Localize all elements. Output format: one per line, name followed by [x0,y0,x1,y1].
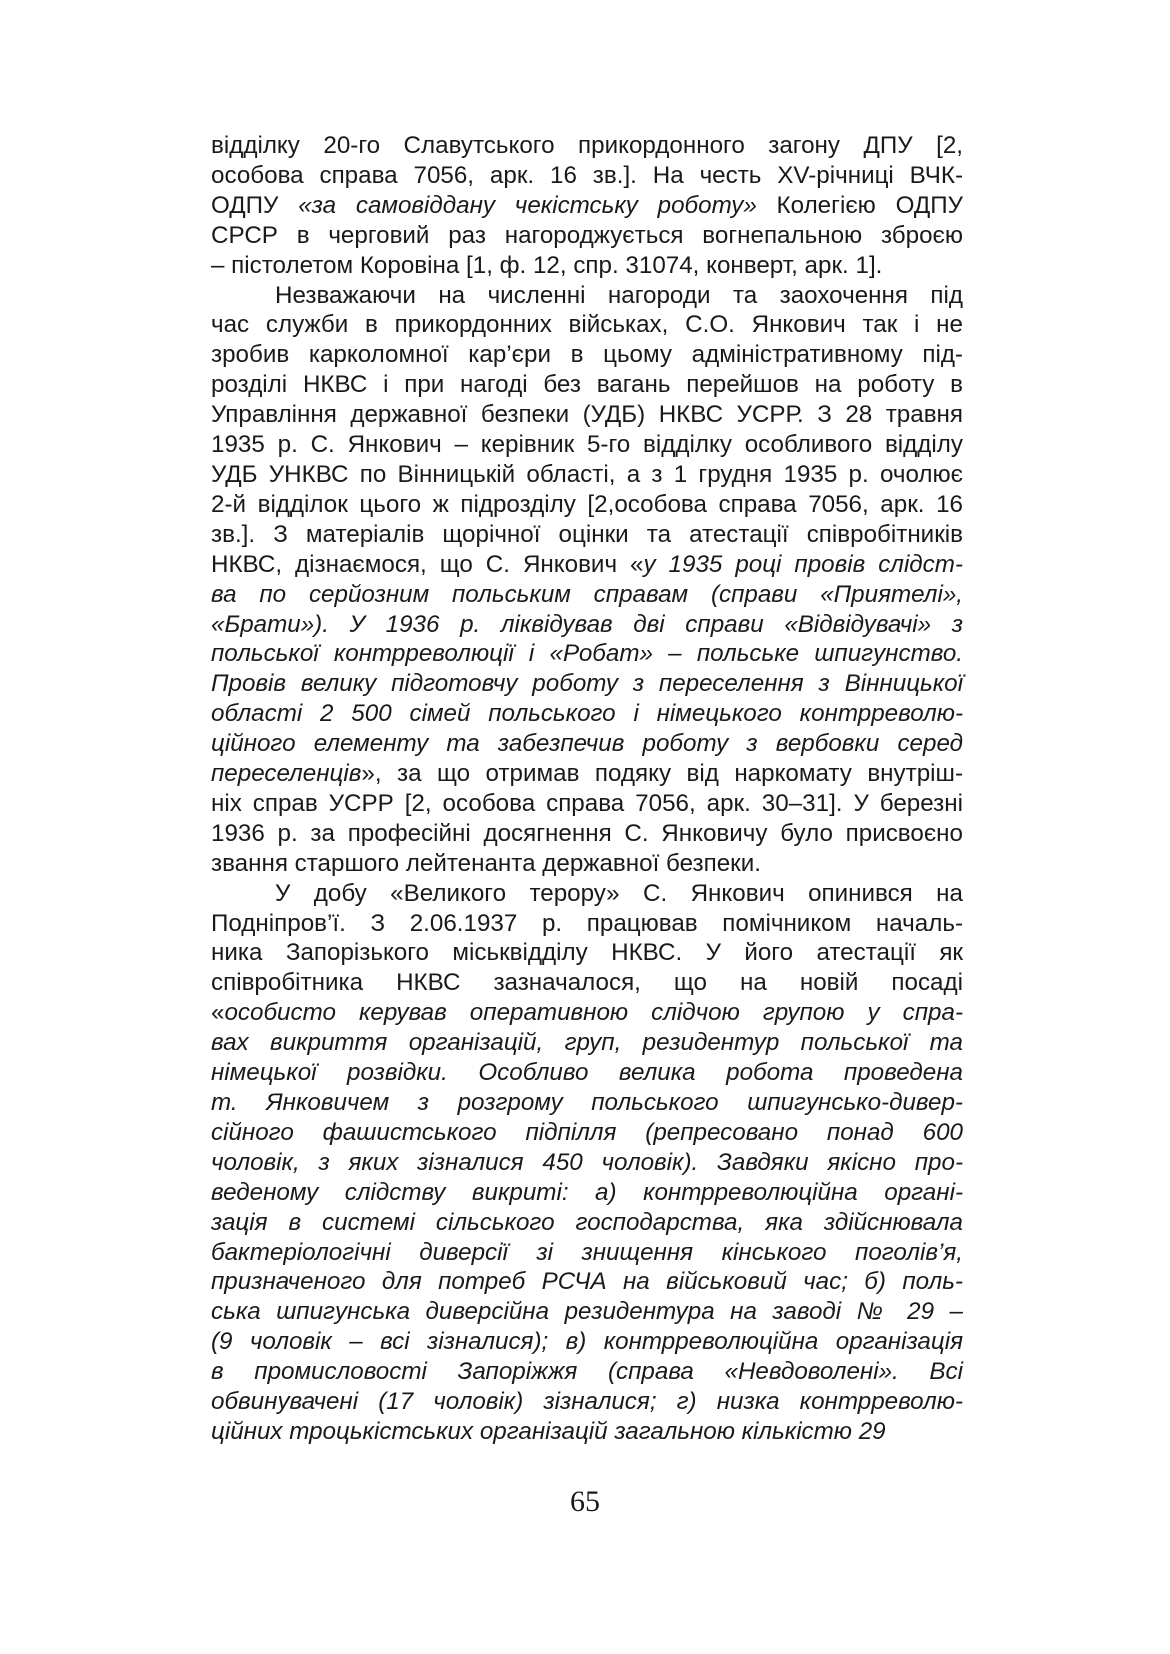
text-line [211,1297,963,1327]
italic-quote-segment: т. Янковичем з розгрому польського шпигунсько-дивер- [211,1089,963,1116]
italic-quote-segment: ційного елементу та забезпечив роботу з вербовки серед [211,730,963,758]
text-segment: « [211,999,225,1027]
text-line [211,998,963,1028]
text-line [211,340,963,370]
italic-quote-segment: призначеного для потреб РСЧА на військовий час; б) поль- [211,1268,963,1296]
text-segment: Незважаючи на численні нагороди та заохочення під [275,281,963,309]
italic-quote-segment: вах викриття організацій, груп, резидентур польської та [211,1029,963,1057]
text-line [211,1148,963,1178]
text-line [211,251,963,281]
italic-quote-segment: області 2 500 сімей польського і німецького контрреволю- [211,700,963,728]
italic-quote-segment: «за самовіддану чекістську роботу» [298,191,757,219]
text-line [211,490,963,520]
text-segment: ніх справ УСРР [2, особова справа 7056, арк. 30–31]. У березні [211,789,963,817]
text-segment: – пістолетом Коровіна [1, ф. 12, спр. 31074, конверт, арк. 1]. [211,251,883,279]
text-line [211,1028,963,1058]
text-line [211,849,963,879]
italic-quote-segment: сійного фашистського підпілля (репресовано понад 600 [211,1118,963,1146]
italic-quote-segment: ська шпигунська диверсійна резидентура на заводі № 29 – [211,1298,963,1326]
text-segment: зв.]. З матеріалів щорічної оцінки та атестації співробітників [211,520,963,548]
body-text [211,131,963,1447]
paragraph-1 [211,131,963,281]
text-line [211,669,963,699]
italic-quote-segment: в промисловості Запоріжжя (справа «Невдоволені». Всі [211,1358,963,1386]
text-segment: Управління державної безпеки (УДБ) НКВС УСРР. З 28 травня [211,401,963,429]
text-segment: Колегією ОДПУ [756,191,964,219]
text-segment: 1935 р. С. Янкович – керівник 5-го відділку особливого відділу [211,431,963,459]
text-line [211,938,963,968]
text-line [211,520,963,550]
text-line [211,430,963,460]
text-line [211,460,963,490]
text-line [211,789,963,819]
italic-quote-segment: у 1935 році провів слідст- [643,550,963,578]
text-line [211,909,963,939]
text-line [211,729,963,759]
text-line [211,1088,963,1118]
text-segment: ника Запорізького міськвідділу НКВС. У його атестації як [211,939,963,967]
text-segment: зробив карколомної кар’єри в цьому адміністративному під- [211,341,963,369]
text-line [211,699,963,729]
text-line [211,221,963,251]
italic-quote-segment: (9 чоловік – всі зізналися); в) контрреволюційна організація [211,1328,963,1356]
text-segment: УДБ УНКВС по Вінницькій області, а з 1 грудня 1935 р. очолює [211,460,963,488]
text-segment: співробітника НКВС зазначалося, що на новій посаді [211,969,963,997]
text-line [211,191,963,221]
text-line [211,1178,963,1208]
text-segment: час служби в прикордонних військах, С.О. Янкович так і не [211,311,963,339]
text-segment: СРСР в черговий раз нагороджується вогнепальною зброєю [211,221,963,249]
italic-quote-segment: Провів велику підготовчу роботу з переселення з Вінницької [211,670,963,698]
paragraph-3 [211,879,963,1447]
text-line [211,819,963,849]
text-line [211,310,963,340]
text-line [211,281,963,311]
text-line [211,161,963,191]
text-line [211,131,963,161]
text-line [211,580,963,610]
text-line [211,1327,963,1357]
italic-quote-segment: особисто керував оперативною слідчою групою у спра- [224,999,963,1027]
italic-quote-segment: переселенців [211,760,362,788]
text-segment: особова справа 7056, арк. 16 зв.]. На честь XV-річниці ВЧК- [211,161,963,189]
text-segment: У добу «Великого терору» С. Янкович опинився на [275,879,963,907]
text-segment: Подніпров’ї. З 2.06.1937 р. працював помічником началь- [211,909,963,937]
italic-quote-segment: зація в системі сільського господарства, яка здійснювала [211,1208,963,1236]
text-segment: ОДПУ [211,191,299,219]
text-segment: », за що отримав подяку від наркомату внутріш- [361,760,963,788]
text-segment: звання старшого лейтенанта державної безпеки. [211,849,761,877]
text-line [211,610,963,640]
italic-quote-segment: ва по серйозним польським справам (справи «Приятелі», [211,580,963,608]
italic-quote-segment: веденому слідству викриті: а) контрреволюційна органі- [211,1178,963,1206]
text-line [211,1118,963,1148]
text-segment: 2-й відділок цього ж підрозділу [2,особова справа 7056, арк. 16 [211,490,963,518]
text-line [211,759,963,789]
italic-quote-segment: бактеріологічні диверсії зі знищення кінського поголів’я, [211,1238,963,1266]
text-line [211,370,963,400]
text-line [211,400,963,430]
italic-quote-segment: «Брати»). У 1936 р. ліквідував дві справи «Відвідувачі» з [211,610,963,638]
italic-quote-segment: польської контрреволюції і «Робат» – польське шпигунство. [211,640,963,668]
text-line [211,1238,963,1268]
paragraph-2 [211,281,963,879]
text-segment: розділі НКВС і при нагоді без вагань перейшов на роботу в [211,371,963,399]
text-line [211,968,963,998]
text-line [211,1357,963,1387]
text-segment: відділку 20-го Славутського прикордонного загону ДПУ [2, [211,132,963,159]
text-line [211,1267,963,1297]
text-line [211,550,963,580]
text-line [211,879,963,909]
text-segment: 1936 р. за професійні досягнення С. Янковичу було присвоєно [211,819,963,847]
italic-quote-segment: німецької розвідки. Особливо велика робота проведена [211,1059,963,1087]
italic-quote-segment: ційних троцькістських організацій загальною кількістю 29 [211,1417,886,1445]
text-line [211,1387,963,1417]
text-line [211,639,963,669]
text-line [211,1058,963,1088]
italic-quote-segment: обвинувачені (17 чоловік) зізналися; г) низка контрреволю- [211,1388,963,1416]
text-segment: НКВС, дізнаємося, що С. Янкович « [211,550,644,578]
text-line [211,1417,963,1447]
italic-quote-segment: чоловік, з яких зізналися 450 чоловік). Завдяки якісно про- [211,1148,963,1176]
page-number: 65 [570,1485,600,1518]
text-line [211,1208,963,1238]
